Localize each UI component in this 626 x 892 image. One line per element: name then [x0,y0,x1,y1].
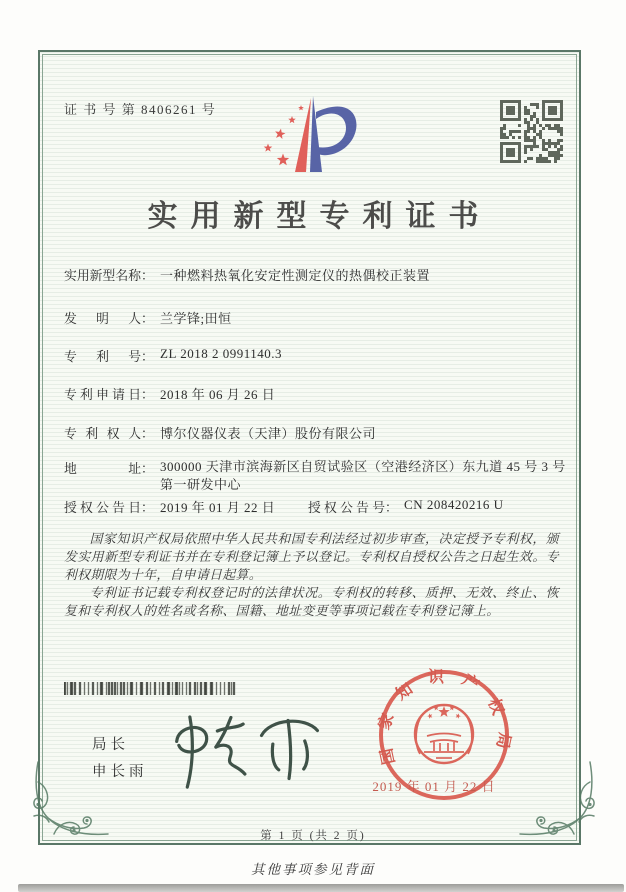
field-label: 专利申请日 [64,388,141,402]
field-value: ZL 2018 2 0991140.3 [160,346,282,361]
colon: ： [141,269,154,283]
colon: ： [141,427,154,441]
field-label: 专利号 [64,350,141,364]
field-row-name [64,265,430,284]
field-value: 博尔仪器仪表（天津）股份有限公司 [160,426,377,441]
seal-date: 2019 年 01 月 22 日 [372,779,496,794]
field-pair-grant-number [308,497,504,516]
legal-paragraph: 专利证书记载专利权登记时的法律状况。专利权的转移、质押、无效、终止、恢复和专利权人的姓名或名称、国籍、地址变更等事项记载在专利登记簿上。 [64,586,559,618]
barcode [64,682,238,695]
field-label: 地址 [64,462,141,476]
back-side-note: 其他事项参见背面 [251,862,375,877]
colon: ： [141,388,154,402]
colon: ： [385,501,398,515]
field-value: 300000 天津市滨海新区自贸试验区（空港经济区）东九道 45 号 3 号第一研发中心 [160,459,566,492]
cnipa-patent-logo-icon [256,88,362,176]
seal-text: 国家知识产权局 [375,669,513,766]
colon: ： [141,312,154,326]
certificate-number: 证 书 号 第 8406261 号 [64,102,217,117]
field-label: 授权公告号 [308,501,385,515]
national-emblem-icon [415,705,473,763]
qr-code [499,99,565,165]
commissioner-name: 申长雨 [92,764,148,780]
field-row-inventor [64,308,232,327]
field-value: 2019 年 01 月 22 日 [160,500,276,515]
scan-edge-shadow [18,884,624,892]
colon: ： [141,350,154,364]
field-row-grant [64,497,504,516]
field-value: 2018 年 06 月 26 日 [160,387,276,402]
page-number: 第 1 页 (共 2 页) [260,830,366,842]
field-row-address [64,458,568,493]
colon: ： [141,501,154,515]
field-label: 实用新型名称 [64,269,141,283]
commissioner-title: 局长 [92,737,129,753]
colon: ： [141,462,154,476]
field-row-filing-date [64,384,275,403]
field-label: 发明人 [64,312,141,326]
field-label: 授权公告日 [64,501,141,515]
field-row-patent-number [64,346,282,365]
field-value: 一种燃料热氧化安定性测定仪的热偶校正装置 [160,268,431,283]
legal-paragraph: 国家知识产权局依照中华人民共和国专利法经过初步审查，决定授予专利权，颁发实用新型专利证书并在专利登记簿上予以登记。专利权自授权公告之日起生效。专利权期限为十年，自申请日起算。 [64,532,559,582]
commissioner-signature [170,708,322,790]
field-value: 兰学锋;田恒 [160,311,232,326]
legal-text [64,530,559,620]
field-value: CN 208420216 U [404,497,504,512]
official-seal [356,650,532,826]
certificate-title: 实用新型专利证书 [147,200,492,233]
field-row-patentee [64,423,376,442]
field-label: 专利权人 [64,427,141,441]
